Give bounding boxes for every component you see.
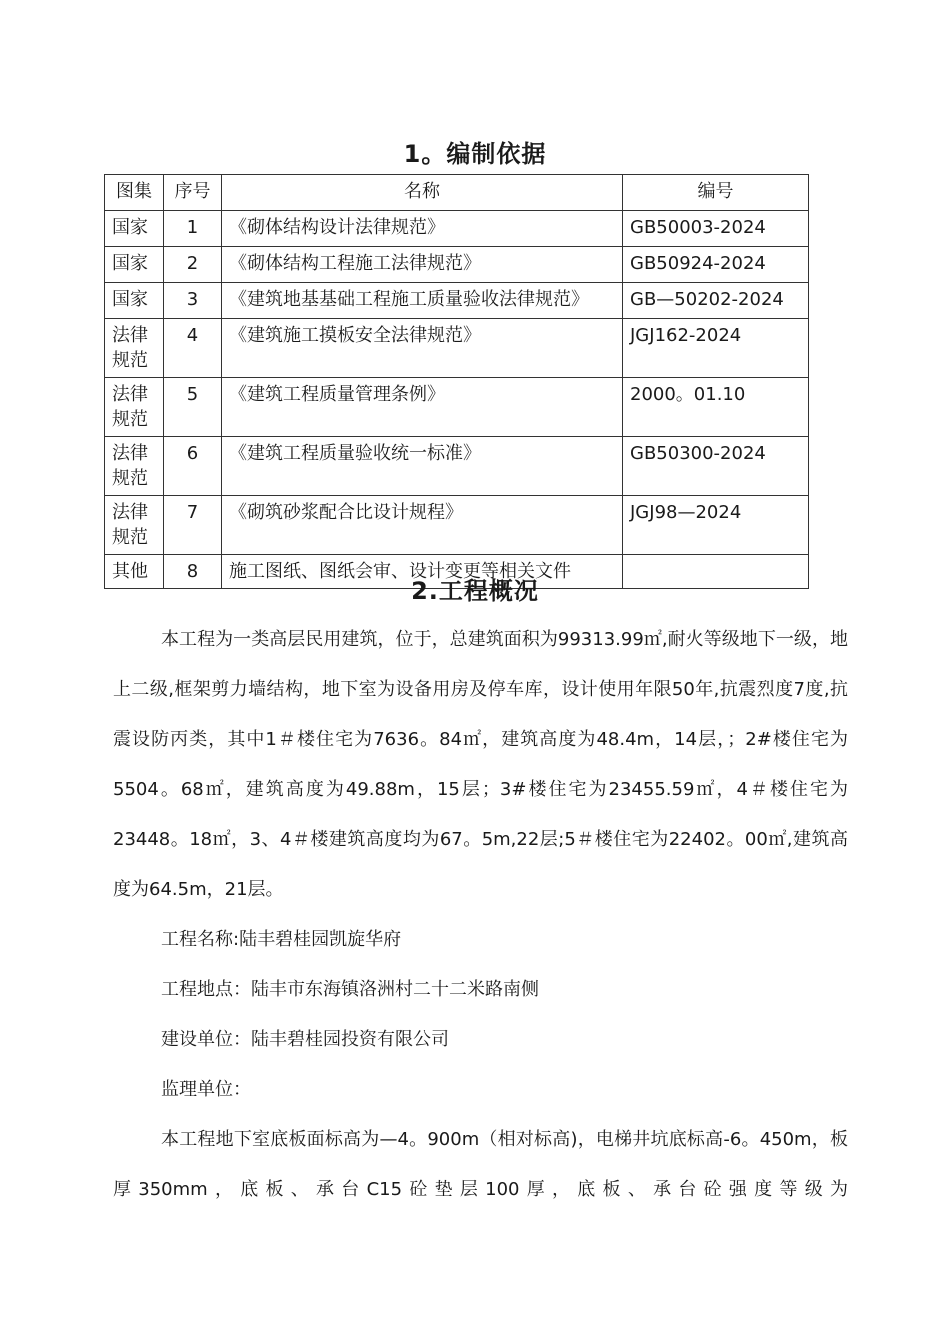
overview-paragraph: 本工程为一类高层民用建筑，位于，总建筑面积为99313.99㎡,耐火等级地下一级，地上二级,框架剪力墙结构，地下室为设备用房及停车库，设计使用年限50年,抗震烈度7度,抗震设防丙类，其中1＃楼住宅为7636。84㎡，建筑高度为48.4m，14层，；2#楼住宅为5504。68㎡，建筑高度为49.88m，15层；3#楼住宅为23455.59㎡，4＃楼住宅为23448。18㎡，3、4＃楼建筑高度均为67。5m,22层;5＃楼住宅为22402。00㎡,建筑高度为64.5m，21层。 [113, 629, 848, 900]
table-row [105, 247, 809, 283]
cell-type: 国家 [105, 247, 164, 283]
section2-title: 2.工程概况 [411, 577, 539, 605]
cell-name: 《建筑工程质量验收统一标准》 [222, 437, 623, 496]
cell-name: 《砌体结构工程施工法律规范》 [222, 247, 623, 283]
overview-body [113, 615, 848, 1215]
basis-table [104, 174, 809, 589]
cell-name: 《建筑施工摸板安全法律规范》 [222, 319, 623, 378]
cell-type: 法律规范 [105, 319, 164, 378]
cell-type: 国家 [105, 211, 164, 247]
table-row [105, 437, 809, 496]
section1-title: 1。编制依据 [403, 140, 547, 168]
table-row [105, 496, 809, 555]
cell-no: 1 [164, 211, 222, 247]
cell-no: 4 [164, 319, 222, 378]
table-header-row [105, 175, 809, 211]
cell-no: 5 [164, 378, 222, 437]
cell-code: GB—50202-2024 [623, 283, 809, 319]
cell-no: 7 [164, 496, 222, 555]
cell-name: 《建筑地基基础工程施工质量验收法律规范》 [222, 283, 623, 319]
cell-no: 3 [164, 283, 222, 319]
table-row [105, 319, 809, 378]
cell-code: JGJ162-2024 [623, 319, 809, 378]
cell-type: 法律规范 [105, 378, 164, 437]
header-no: 序号 [164, 175, 222, 211]
cell-code: 2000。01.10 [623, 378, 809, 437]
basement-paragraph: 本工程地下室底板面标高为—4。900m（相对标高)，电梯井坑底标高-6。450m，板厚350mm，底板、承台C15砼垫层100厚，底板、承台砼强度等级为 [113, 1129, 848, 1200]
cell-type: 法律规范 [105, 496, 164, 555]
table-row [105, 378, 809, 437]
table-row [105, 283, 809, 319]
cell-type: 国家 [105, 283, 164, 319]
project-location-line: 工程地点：陆丰市东海镇洛洲村二十二米路南侧 [161, 979, 539, 1000]
header-code: 编号 [623, 175, 809, 211]
cell-no: 2 [164, 247, 222, 283]
cell-name: 《砌体结构设计法律规范》 [222, 211, 623, 247]
cell-name: 《建筑工程质量管理条例》 [222, 378, 623, 437]
cell-name: 施工图纸、图纸会审、设计变更等相关文件 [222, 555, 623, 589]
cell-code: GB50300-2024 [623, 437, 809, 496]
cell-no: 6 [164, 437, 222, 496]
header-name: 名称 [222, 175, 623, 211]
cell-code: GB50924-2024 [623, 247, 809, 283]
project-name-line: 工程名称:陆丰碧桂园凯旋华府 [161, 929, 402, 950]
cell-code: GB50003-2024 [623, 211, 809, 247]
supervisor-line: 监理单位： [161, 1079, 251, 1100]
cell-code: JGJ98—2024 [623, 496, 809, 555]
table-row [105, 211, 809, 247]
cell-no: 8 [164, 555, 222, 589]
cell-type: 法律规范 [105, 437, 164, 496]
cell-type: 其他 [105, 555, 164, 589]
builder-line: 建设单位：陆丰碧桂园投资有限公司 [161, 1029, 449, 1050]
header-type: 图集 [105, 175, 164, 211]
cell-name: 《砌筑砂浆配合比设计规程》 [222, 496, 623, 555]
